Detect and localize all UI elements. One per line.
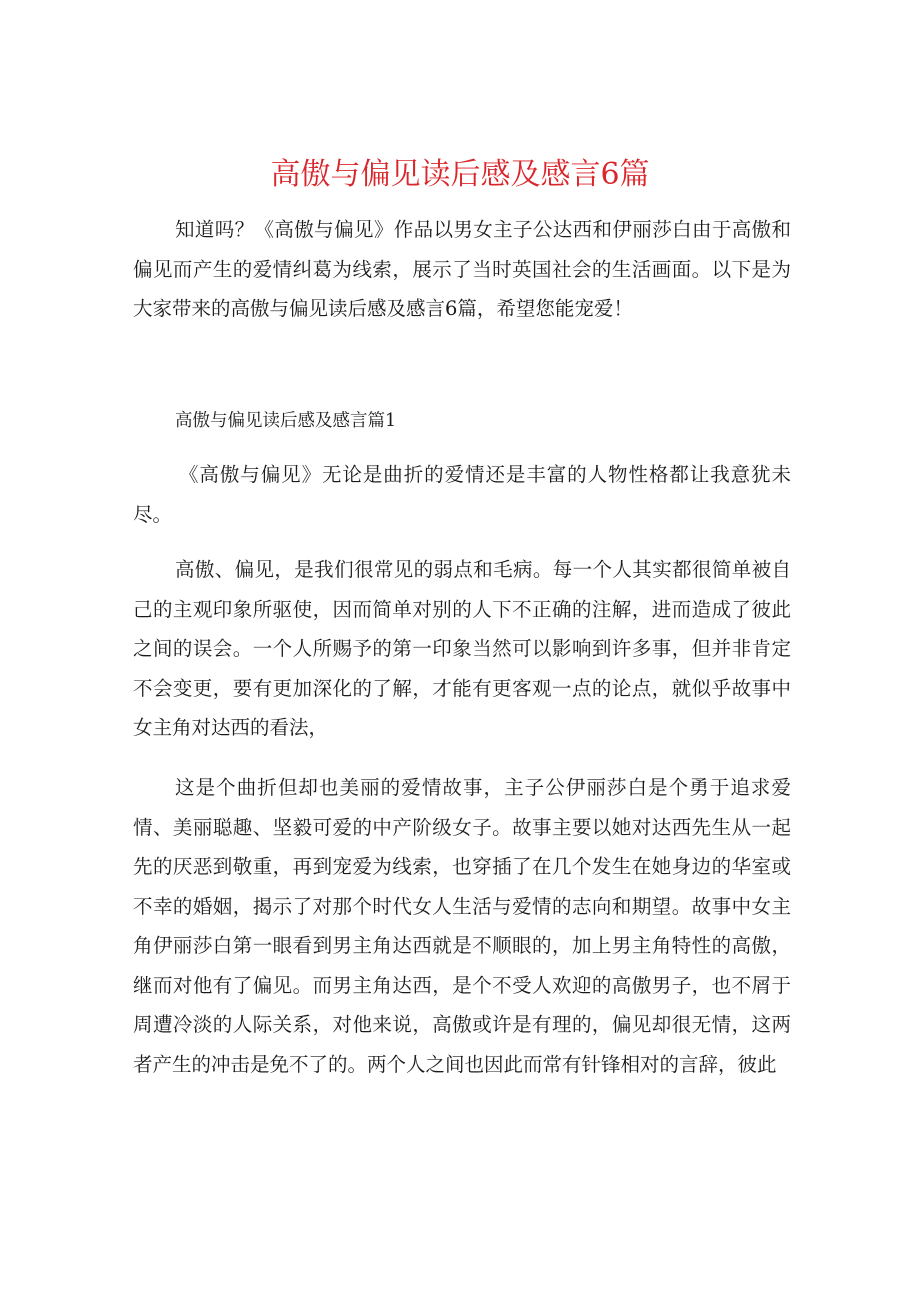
- body-paragraph-1: 《高傲与偏见》无论是曲折的爱情还是丰富的人物性格都让我意犹未尽。: [133, 463, 791, 526]
- body-paragraph-3: 这是个曲折但却也美丽的爱情故事，主子公伊丽莎白是个勇于追求爱情、美丽聪趣、坚毅可爱的中产阶级女子。故事主要以她对达西先生从一起先的厌恶到敬重，再到宠爱为线索，也穿插了在几个发生在她身边的华室或不幸的婚姻，揭示了对那个时代女人生活与爱情的志向和期望。故事中女主角伊丽莎白第一眼看到男主角达西就是不顺眼的，加上男主角特性的高傲，继而对他有了偏见。而男主角达西，是个不受人欢迎的高傲男子，也不屑于周遭冷淡的人际关系，对他来说，高傲或许是有理的，偏见却很无情，这两者产生的冲击是免不了的。两个人之间也因此而常有针锋相对的言辞，彼此: [133, 776, 791, 1076]
- document-title: 高傲与偏见读后感及感言6篇: [270, 157, 650, 193]
- body-paragraph-2: 高傲、偏见，是我们很常见的弱点和毛病。每一个人其实都很简单被自己的主观印象所驱使，因而简单对别的人下不正确的注解，进而造成了彼此之间的误会。一个人所赐予的第一印象当然可以影响到许多事，但并非肯定不会变更，要有更加深化的了解，才能有更客观一点的论点，就似乎故事中女主角对达西的看法，: [133, 558, 791, 739]
- section-heading: 高傲与偏见读后感及感言篇1: [175, 411, 397, 431]
- intro-paragraph: 知道吗？《高傲与偏见》作品以男女主子公达西和伊丽莎白由于高傲和偏见而产生的爱情纠葛为线索，展示了当时英国社会的生活画面。以下是为大家带来的高傲与偏见读后感及感言6篇，希望您能宠爱！: [133, 218, 791, 320]
